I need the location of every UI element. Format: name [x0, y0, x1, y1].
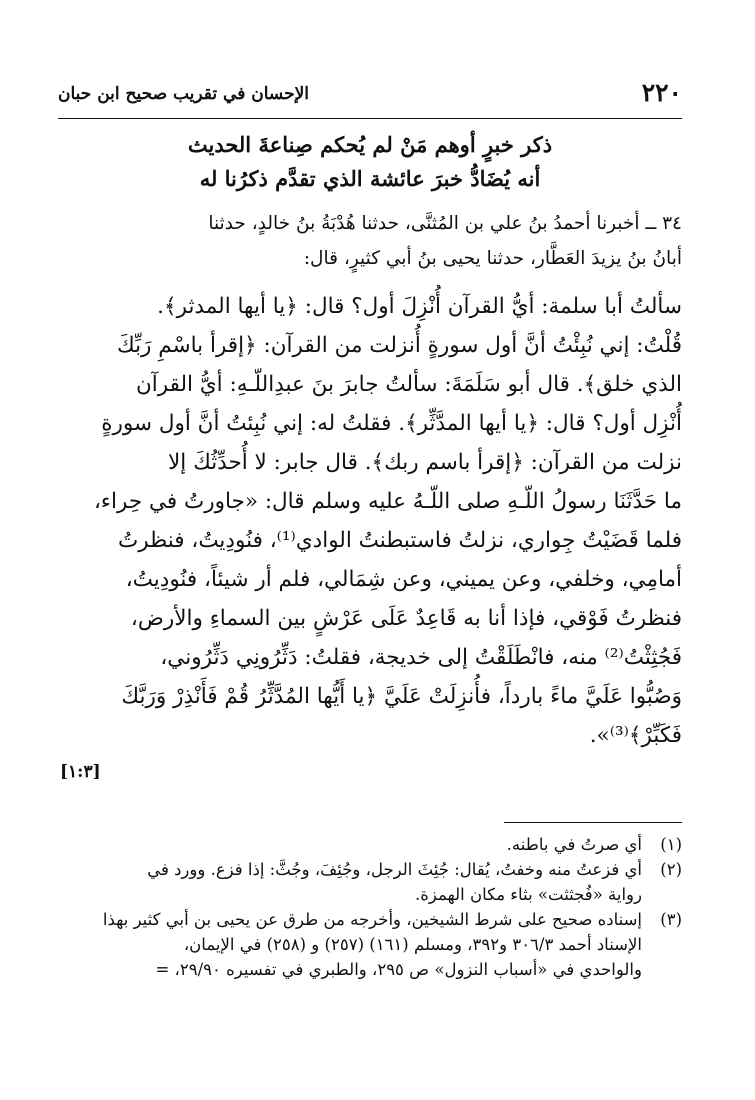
page-header	[58, 78, 682, 114]
hadith-line-8: أمامِي، وخلفي، وعن يميني، وعن شِمَالي، فلم أر شيئاً، فنُودِيتُ،	[125, 567, 682, 592]
isnad-chain	[58, 206, 682, 276]
footnote-text: أي فزعتُ منه وخفتُ، يُقال: جُئِثَ الرجل، وجُئِفَ، وجُثَّ: إذا فزع. وورد في	[147, 860, 642, 879]
hadith-line-3: الذي خلق﴾. قال أبو سَلَمَةَ: سألتُ جابرَ بنَ عبدِاللّـهِ: أيُّ القرآن	[135, 372, 682, 397]
footnote-1	[58, 832, 682, 857]
hadith-line-6: ما حَدَّثَنَا رسولُ اللّـهِ صلى اللّـهُ عليه وسلم قال: «جاورتُ في حِراء،	[93, 489, 682, 514]
hadith-text	[58, 287, 682, 755]
chapter-heading-line-2: أنه يُضَادُّ خبرَ عائشة الذي تقدَّم ذكرُنا له	[199, 166, 541, 191]
page-number: ٢٢٠	[641, 78, 682, 107]
cross-reference: [١:٣]	[60, 762, 101, 782]
hadith-line-10: فَجُثِثْتُ⁽²⁾ منه، فانْطَلَقْتُ إلى خديجة، فقلتُ: دَثِّرُونِي دَثِّرُوني،	[160, 645, 682, 670]
footnote-rule	[504, 822, 682, 823]
footnotes	[58, 832, 682, 982]
hadith-line-5: نزلت من القرآن: ﴿إقرأ باسم ربك﴾. قال جابر: لا أُحدِّثُكَ إلا	[168, 450, 682, 475]
footnote-number: (٣)	[660, 910, 682, 929]
chapter-heading-line-1: ذكر خبرٍ أوهم مَنْ لم يُحكم صِناعةَ الحديث	[187, 132, 553, 157]
footnote-3-continuation-2: والواحدي في «أسباب النزول» ص ٢٩٥، والطبري في تفسيره ٢٩/٩٠، =	[155, 960, 642, 979]
hadith-line-2: قُلْتُ: إني نُبِئْتُ أنَّ أول سورةٍ أُنزلت من القرآن: ﴿إقرأ باسْمِ رَبِّكَ	[116, 333, 682, 358]
isnad-line-2: أبانُ بنُ يزيدَ العَطَّار، حدثنا يحيى بنُ أبي كثيرٍ، قال:	[303, 248, 682, 269]
chapter-heading	[80, 128, 660, 196]
hadith-line-9: فنظرتُ فَوْقي، فإذا أنا به قَاعِدٌ عَلَى عَرْشٍ بين السماءِ والأرض،	[130, 606, 682, 631]
hadith-line-1: سألتُ أبا سلمة: أيُّ القرآن أُنْزِلَ أول؟ قال: ﴿يا أيها المدثر﴾.	[157, 294, 682, 319]
footnote-2	[58, 857, 682, 882]
footnote-text: أي صرتُ في باطنه.	[506, 835, 642, 854]
hadith-line-11: وَصُبُّوا عَلَيَّ ماءً بارداً، فأُنزِلَتْ عَلَيَّ ﴿يا أَيُّها المُدَّثِّرُ قُمْ فَأَنْذِرْ وَرَبَّكَ	[121, 684, 682, 709]
footnote-3	[58, 907, 682, 932]
hadith-line-7: فلما قَضَيْتُ جِواري، نزلتُ فاستبطنتُ الوادي⁽¹⁾، فنُودِيتُ، فنظرتُ	[118, 528, 682, 553]
footnote-2-continuation: رواية «فُجثثت» بثاء مكان الهمزة.	[414, 885, 642, 904]
footnote-number: (٢)	[660, 860, 682, 879]
hadith-line-4: أُنْزِل أول؟ قال: ﴿يا أيها المدَّثِّر﴾. فقلتُ له: إني نُبِئتُ أنَّ أول سورةٍ	[101, 411, 682, 436]
hadith-line-12: فَكَبِّرْ﴾⁽³⁾».	[589, 723, 682, 748]
footnote-number: (١)	[660, 835, 682, 854]
running-title: الإحسان في تقريب صحيح ابن حبان	[58, 84, 309, 104]
footnote-3-continuation-1: الإسناد أحمد ٣٠٦/٣ و٣٩٢، ومسلم (١٦١) (٢٥٧) و (٢٥٨) في الإيمان،	[183, 935, 642, 954]
isnad-line-1: ٣٤ ــ أخبرنا أحمدُ بنُ علي بن المُثنَّى، حدثنا هُدْبَةُ بنُ خالدٍ، حدثنا	[208, 213, 682, 234]
header-rule	[58, 118, 682, 119]
footnote-text: إسناده صحيح على شرط الشيخين، وأخرجه من طرق عن يحيى بن أبي كثير بهذا	[102, 910, 642, 929]
